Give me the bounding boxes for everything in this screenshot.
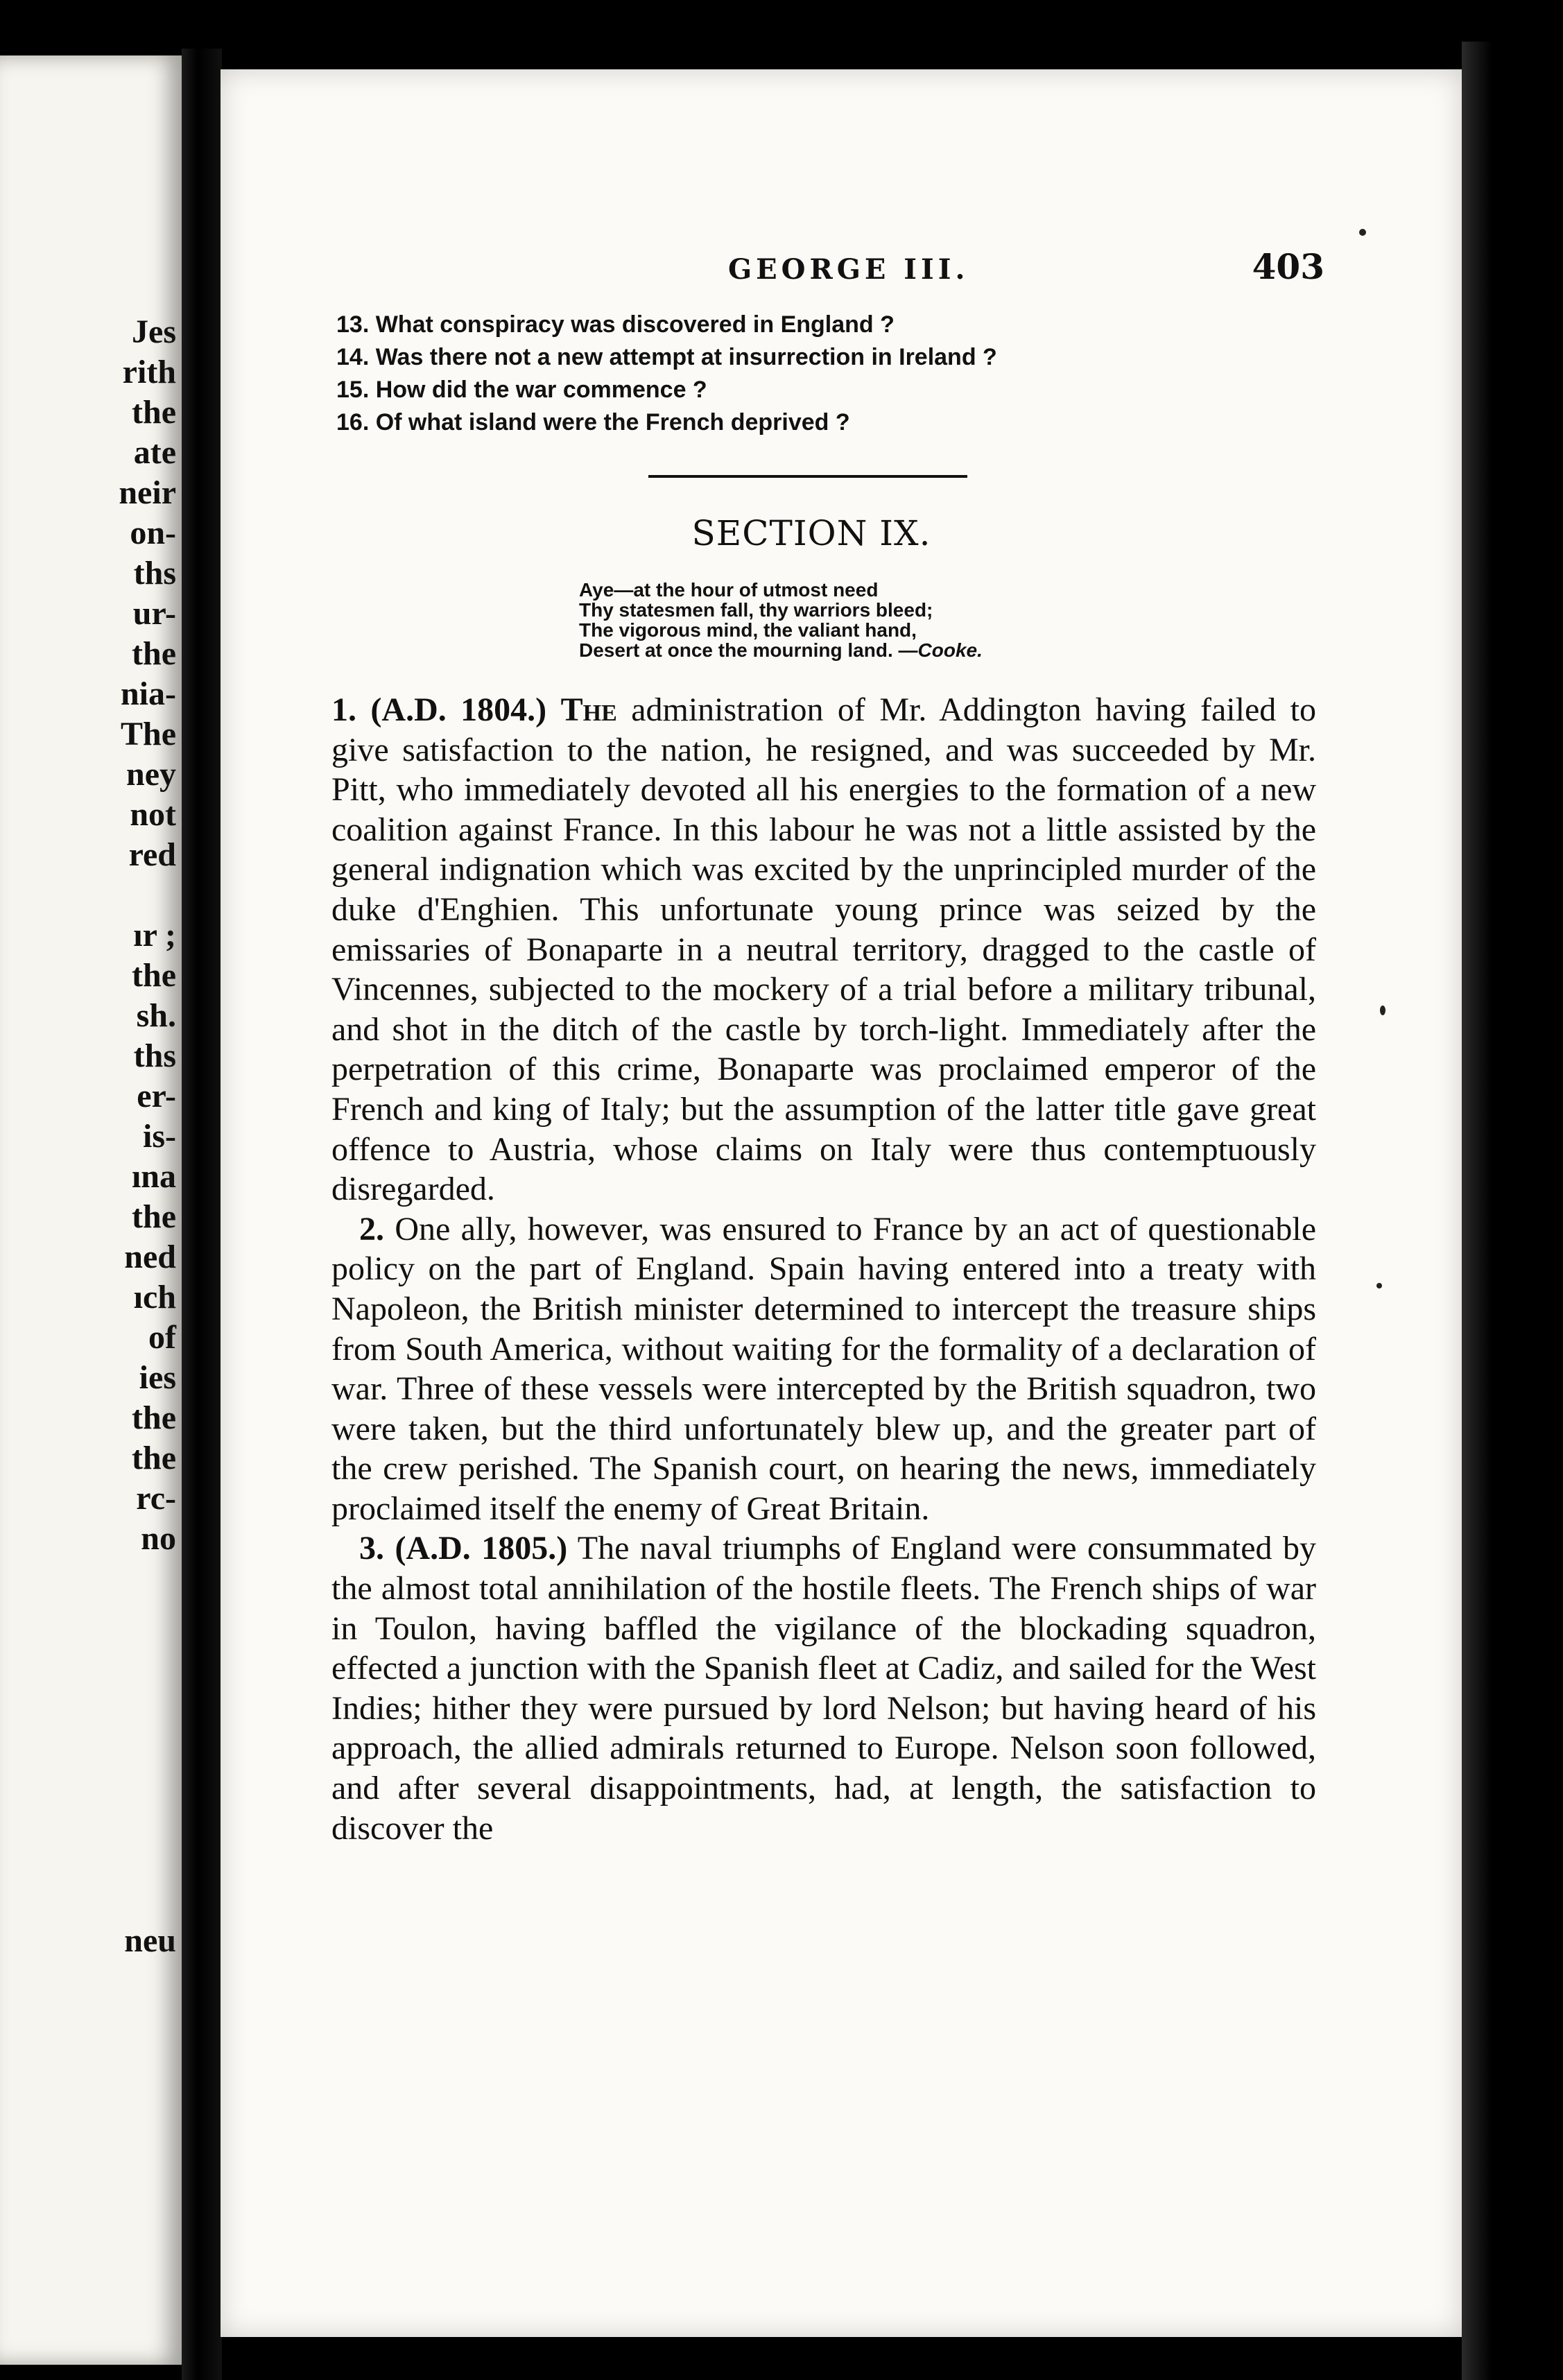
facing-page-fragment: ıch bbox=[133, 1279, 176, 1316]
question-item: 16. Of what island were the French deprived ? bbox=[336, 409, 850, 436]
facing-page-fragment: neir bbox=[119, 474, 176, 511]
facing-page-fragment: er- bbox=[137, 1078, 176, 1114]
paragraph-lead: 1. (A.D. 1804.) bbox=[331, 691, 547, 728]
facing-page-fragment: ır ; bbox=[133, 917, 176, 954]
paragraph-1 bbox=[331, 690, 1316, 1209]
review-questions bbox=[336, 309, 1307, 439]
paragraph-lead: 2. bbox=[359, 1210, 384, 1248]
epigraph-line: Thy statesmen fall, thy warriors bleed; bbox=[579, 599, 933, 621]
facing-page-fragment: sh. bbox=[136, 997, 176, 1034]
facing-page-fragment: not bbox=[130, 796, 176, 833]
paragraph-text: administration of Mr. Addington having failed to give satisfaction to the nation, he resigned, and was succeeded by Mr. Pitt, who immediately devoted all his energies to the formation of a new coalition against France. In this labour he was not a little assisted by the general indignation which was excited by the unprincipled murder of the duke d'Enghien. This unfortunate young prince was seized by the emissaries of Bonaparte in a neutral territory, dragged to the castle of Vincennes, subjected to the mockery of a trial before a military tribunal, and shot in the ditch of the castle by torch-light. Immediately after the perpetration of this crime, Bonaparte was proclaimed emperor of the French and king of Italy; but the assumption of the latter title gave great offence to Austria, whose claims on Italy were thus contemptuously disregarded. bbox=[331, 691, 1317, 1208]
facing-page-fragment: ths bbox=[133, 1037, 176, 1074]
paragraph-2 bbox=[331, 1209, 1316, 1529]
facing-page-fragment: neu bbox=[124, 1922, 176, 1959]
facing-page-fragment: ths bbox=[133, 555, 176, 592]
running-head: GEORGE III. bbox=[728, 253, 969, 286]
scan-speck bbox=[1380, 1006, 1385, 1015]
facing-page-fragment: the bbox=[132, 1440, 176, 1476]
paragraph-small-caps: The bbox=[560, 691, 617, 728]
paragraph-text: The naval triumphs of England were consummated by the almost total annihilation of the hostile fleets. The French ships of war in Toulon, having baffled the vigilance of the blockading squadron, effected a junction with the Spanish fleet at Cadiz, and sailed for the West Indies; hither they were pursued by lord Nelson; but having heard of his approach, the allied admirals returned to Europe. Nelson soon followed, and after several disappointments, had, at length, the satisfaction to discover the bbox=[331, 1530, 1317, 1847]
facing-page-fragment: red bbox=[128, 836, 176, 873]
epigraph bbox=[579, 580, 1203, 660]
section-divider bbox=[648, 475, 967, 478]
facing-page-fragment: the bbox=[132, 957, 176, 994]
facing-page-fragment: ur- bbox=[132, 595, 176, 632]
body-text bbox=[331, 690, 1316, 1848]
facing-page-fragment: rith bbox=[122, 354, 176, 390]
paragraph-lead: 3. (A.D. 1805.) bbox=[359, 1530, 568, 1567]
facing-page-fragment: ies bbox=[139, 1359, 176, 1396]
question-item: 13. What conspiracy was discovered in England ? bbox=[336, 311, 895, 338]
page-edge-shadow bbox=[1462, 42, 1563, 2380]
page-header bbox=[728, 246, 1324, 287]
facing-page-fragment: The bbox=[120, 716, 176, 752]
facing-page-fragment: ned bbox=[124, 1239, 176, 1275]
book-gutter bbox=[182, 49, 222, 2380]
epigraph-last-line bbox=[579, 640, 1203, 660]
facing-page-edge bbox=[0, 55, 182, 2365]
section-title: SECTION IX. bbox=[691, 513, 931, 553]
facing-page-fragment: of bbox=[148, 1319, 176, 1356]
facing-page-fragment: ney bbox=[126, 756, 176, 793]
facing-page-fragment: the bbox=[132, 1399, 176, 1436]
epigraph-attribution: Cooke. bbox=[917, 639, 983, 661]
question-item: 15. How did the war commence ? bbox=[336, 377, 707, 403]
facing-page-fragment: is- bbox=[143, 1118, 176, 1155]
facing-page-fragment: ına bbox=[131, 1158, 176, 1195]
facing-page-fragment: the bbox=[132, 635, 176, 672]
paragraph-3 bbox=[331, 1528, 1316, 1848]
facing-page-fragment: the bbox=[132, 394, 176, 431]
scan-speck bbox=[1376, 1283, 1382, 1288]
facing-page-fragment: nia- bbox=[120, 675, 176, 712]
scan-speck bbox=[1359, 229, 1366, 236]
facing-page-fragment: Jes bbox=[132, 313, 176, 350]
epigraph-last-text: Desert at once the mourning land. — bbox=[579, 639, 918, 661]
epigraph-line: The vigorous mind, the valiant hand, bbox=[579, 619, 917, 641]
facing-page-fragment: ate bbox=[133, 434, 176, 471]
paragraph-text: One ally, however, was ensured to France by an act of questionable policy on the part of England. Spain having entered into a treaty with Napoleon, the British minister determined to intercept the treasure ships from South America, without waiting for the formality of a declaration of war. Three of these vessels were intercepted by the British squadron, two were taken, but the third unfortunately blew up, and the greater part of the crew perished. The Spanish court, on hearing the news, immediately proclaimed itself the enemy of Great Britain. bbox=[331, 1210, 1317, 1527]
page-number: 403 bbox=[1252, 246, 1324, 287]
facing-page-fragment: on- bbox=[130, 515, 176, 551]
question-item: 14. Was there not a new attempt at insurrection in Ireland ? bbox=[336, 344, 997, 370]
facing-page-fragment: the bbox=[132, 1198, 176, 1235]
facing-page-fragment: rc- bbox=[136, 1480, 176, 1517]
facing-page-fragment: no bbox=[141, 1520, 176, 1557]
epigraph-line: Aye—at the hour of utmost need bbox=[579, 579, 879, 601]
